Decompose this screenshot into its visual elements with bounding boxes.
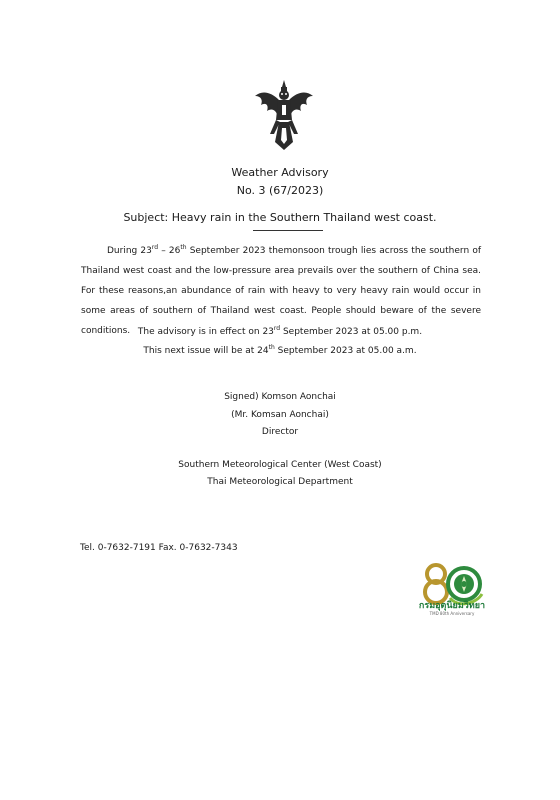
effect-line — [0, 327, 560, 337]
garuda-emblem-icon — [253, 78, 315, 152]
subject-underline — [253, 230, 323, 231]
logo-text: กรมอุตุนิยมวิทยา — [418, 601, 486, 611]
body-text-start: During 23 — [107, 246, 152, 256]
next-issue-line — [0, 346, 560, 356]
ordinal-suffix: th — [180, 244, 187, 251]
advisory-title: Weather Advisory — [231, 166, 329, 179]
organization-line-2: Thai Meteorological Department — [207, 477, 353, 487]
body-text-rest: September 2023 themonsoon trough lies across the southern of Thailand west coast and the low-pressure area prevails over the southern of China sea. For these reasons,an abundance of rain with heavy to very heavy rain would occur in some areas of southern of Thailand west coast. People should beware of the severe conditions. — [81, 246, 481, 336]
signature-name: (Mr. Komsan Aonchai) — [231, 410, 329, 420]
logo-subtext: TMD 80th Anniversary — [429, 611, 475, 616]
ordinal-suffix: rd — [273, 325, 281, 332]
ordinal-suffix: rd — [151, 244, 159, 251]
advisory-body-paragraph — [81, 241, 481, 341]
advisory-number: No. 3 (67/2023) — [236, 184, 324, 197]
contact-info: Tel. 0-7632-7191 Fax. 0-7632-7343 — [80, 543, 238, 553]
organization-line-1: Southern Meteorological Center (West Coast) — [178, 460, 382, 470]
signature-signed: Signed) Komson Aonchai — [224, 392, 336, 402]
body-text-dash: – 26 — [158, 246, 181, 256]
next-issue-text: This next issue will be at 24 — [143, 346, 269, 356]
effect-text: September 2023 at 05.00 p.m. — [280, 327, 423, 337]
effect-text: The advisory is in effect on 23 — [137, 327, 274, 337]
ordinal-suffix: th — [268, 344, 275, 351]
advisory-subject: Subject: Heavy rain in the Southern Thailand west coast. — [123, 211, 437, 224]
signature-position: Director — [261, 427, 299, 437]
next-issue-text: September 2023 at 05.00 a.m. — [274, 346, 417, 356]
